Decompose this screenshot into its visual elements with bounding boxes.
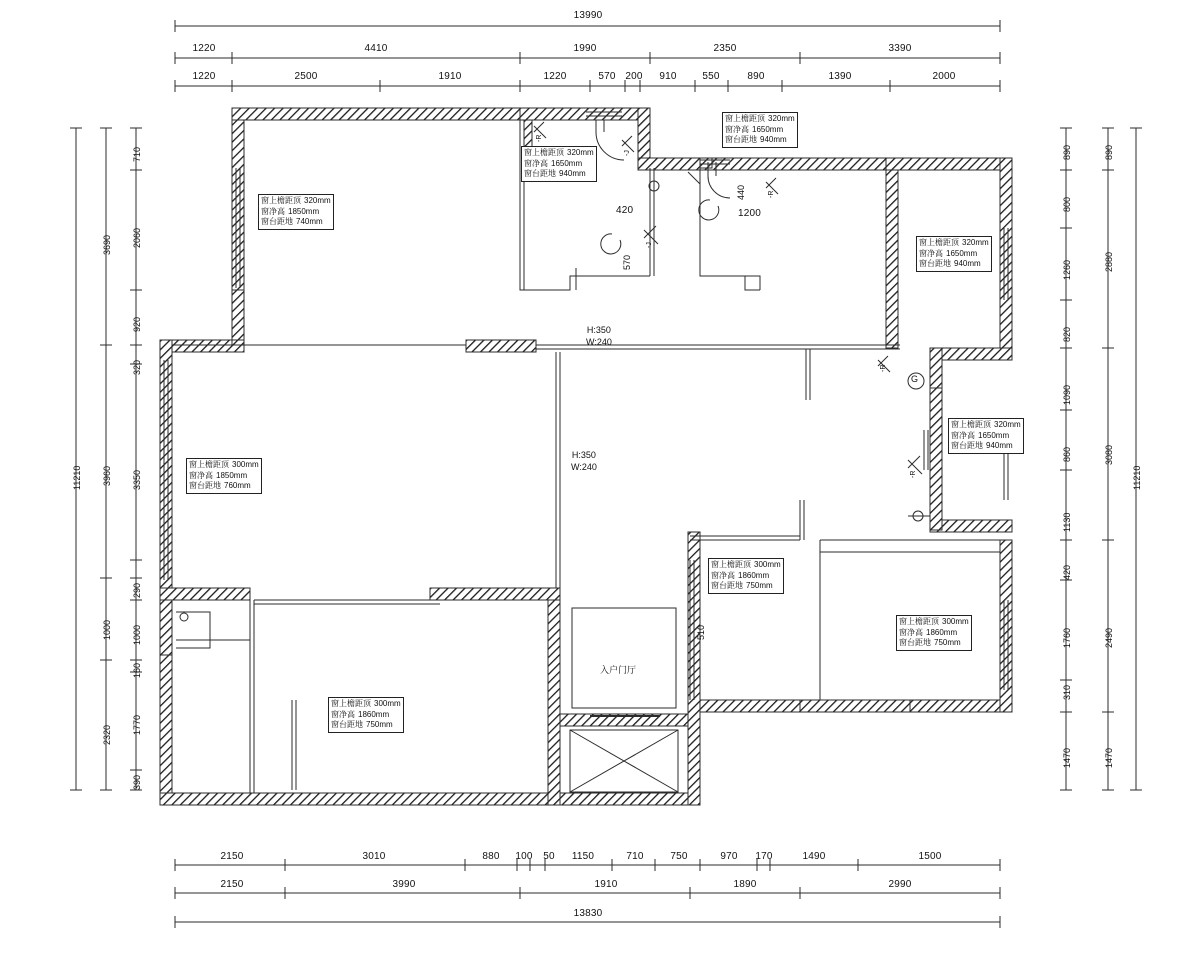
dim-bot-r1-6: 1150 xyxy=(571,851,595,862)
note-value: 940mm xyxy=(954,259,981,269)
inline-dim-440: 440 xyxy=(736,184,746,200)
note-key: 窗净高 xyxy=(899,627,923,637)
note-value: 1860mm xyxy=(738,570,770,580)
dim-right-c2-5: 1470 xyxy=(1104,747,1114,768)
beam-height-label: H:350 xyxy=(586,325,611,335)
note-value: 320mm xyxy=(567,148,594,157)
inline-dim-510: 510 xyxy=(696,624,706,640)
dim-bot-r2-3: 1910 xyxy=(594,879,618,890)
note-key: 窗净高 xyxy=(261,206,285,216)
dim-right-c1-5: 1090 xyxy=(1062,384,1072,405)
dim-right-c2-1: 890 xyxy=(1104,144,1114,160)
dim-bot-r1-12: 1500 xyxy=(918,851,942,862)
dim-left-overall: 11210 xyxy=(72,465,82,490)
dim-bot-r2-2: 3990 xyxy=(392,879,416,890)
marker-label-r: -R xyxy=(880,364,887,372)
marker-label-r3: -R xyxy=(768,190,775,198)
dim-right-c1-6: 860 xyxy=(1062,446,1072,462)
note-key: 窗上檐距顶 xyxy=(951,420,991,429)
note-value: 320mm xyxy=(304,196,331,205)
beam-width-label: W:240 xyxy=(586,336,612,347)
note-value: 1860mm xyxy=(358,709,390,719)
dim-top-r3-4: 1220 xyxy=(543,71,567,82)
dim-right-c2-4: 2490 xyxy=(1104,627,1114,648)
dim-top-overall: 13990 xyxy=(573,10,603,21)
dim-bot-r1-8: 750 xyxy=(670,851,688,862)
note-key: 窗上檐距顶 xyxy=(725,114,765,123)
dim-bot-r2-4: 1890 xyxy=(733,879,757,890)
note-key: 窗台距地 xyxy=(261,217,293,227)
dim-top-r3-6: 200 xyxy=(625,71,643,82)
note-value: 300mm xyxy=(232,460,259,469)
dim-top-r3-2: 2500 xyxy=(294,71,318,82)
note-key: 窗上檐距顶 xyxy=(899,617,939,626)
note-key: 窗净高 xyxy=(919,248,943,258)
note-value: 750mm xyxy=(934,638,961,648)
inline-dim-1200: 1200 xyxy=(738,208,762,219)
dim-bot-r1-3: 880 xyxy=(482,851,500,862)
note-value: 750mm xyxy=(366,720,393,730)
note-value: 1650mm xyxy=(752,124,784,134)
dim-bot-r1-5: 50 xyxy=(543,851,555,862)
note-value: 940mm xyxy=(559,169,586,179)
dim-bot-r1-4: 100 xyxy=(515,851,533,862)
note-value: 740mm xyxy=(296,217,323,227)
note-key: 窗净高 xyxy=(711,570,735,580)
note-value: 320mm xyxy=(962,238,989,247)
note-key: 窗上檐距顶 xyxy=(919,238,959,247)
dim-top-r3-7: 910 xyxy=(659,71,677,82)
note-key: 窗净高 xyxy=(524,158,548,168)
marker-label-r2: -R xyxy=(536,134,543,142)
dim-right-c1-1: 890 xyxy=(1062,144,1072,160)
dim-top-r2-2: 4410 xyxy=(364,43,388,54)
dim-left-c3-7: 1000 xyxy=(132,624,142,645)
note-key: 窗净高 xyxy=(331,709,355,719)
dim-left-c2-1: 3690 xyxy=(102,234,112,255)
dim-right-c1-8: 420 xyxy=(1062,564,1072,580)
note-key: 窗台距地 xyxy=(189,481,221,491)
dim-bot-r1-7: 710 xyxy=(626,851,644,862)
dim-left-c3-3: 920 xyxy=(132,316,142,332)
dim-top-r2-3: 1990 xyxy=(573,43,597,54)
note-key: 窗净高 xyxy=(189,470,213,480)
dim-top-r2-5: 3390 xyxy=(888,43,912,54)
inline-dim-420: 420 xyxy=(616,205,634,216)
dim-left-c3-4: 320 xyxy=(132,359,142,375)
dim-right-overall: 11210 xyxy=(1132,465,1142,490)
dim-right-c1-7: 1130 xyxy=(1062,512,1072,532)
gas-marker-label: G xyxy=(911,374,919,384)
dim-top-r3-8: 550 xyxy=(702,71,720,82)
note-value: 1850mm xyxy=(288,206,320,216)
dim-bot-r1-10: 170 xyxy=(755,851,773,862)
note-key: 窗台距地 xyxy=(919,259,951,269)
note-key: 窗台距地 xyxy=(524,169,556,179)
room-label-entry: 入户门厅 xyxy=(600,665,637,675)
beam-width-label: W:240 xyxy=(571,461,597,472)
note-key: 窗上檐距顶 xyxy=(524,148,564,157)
note-key: 窗上檐距顶 xyxy=(261,196,301,205)
dim-right-c1-4: 820 xyxy=(1062,326,1072,342)
dim-right-c2-3: 3080 xyxy=(1104,444,1114,465)
dim-right-c1-9: 1760 xyxy=(1062,627,1072,648)
dim-left-c3-6: 290 xyxy=(132,582,142,598)
dim-top-r3-5: 570 xyxy=(598,71,616,82)
dim-top-r3-11: 2000 xyxy=(932,71,956,82)
note-value: 940mm xyxy=(986,441,1013,451)
note-value: 320mm xyxy=(994,420,1021,429)
note-key: 窗上檐距顶 xyxy=(189,460,229,469)
note-value: 1650mm xyxy=(946,248,978,258)
dim-bot-r1-1: 2150 xyxy=(220,851,244,862)
note-value: 750mm xyxy=(746,581,773,591)
dim-left-c3-5: 3350 xyxy=(132,469,142,490)
note-value: 1850mm xyxy=(216,470,248,480)
dim-left-c2-2: 3960 xyxy=(102,465,112,486)
dim-bot-r1-11: 1490 xyxy=(802,851,826,862)
dim-bot-r1-9: 970 xyxy=(720,851,738,862)
dim-top-r2-4: 2350 xyxy=(713,43,737,54)
dim-top-r2-1: 1220 xyxy=(192,43,216,54)
dim-right-c1-2: 800 xyxy=(1062,196,1072,212)
dim-bot-r2-1: 2150 xyxy=(220,879,244,890)
note-key: 窗台距地 xyxy=(951,441,983,451)
dim-left-c3-1: 710 xyxy=(132,146,142,162)
dim-top-r3-9: 890 xyxy=(747,71,765,82)
note-key: 窗净高 xyxy=(951,430,975,440)
dim-left-c2-3: 1000 xyxy=(102,619,112,640)
dim-bot-r1-2: 3010 xyxy=(362,851,386,862)
dim-right-c1-10: 310 xyxy=(1062,684,1072,700)
note-value: 940mm xyxy=(760,135,787,145)
dim-bot-overall: 13830 xyxy=(573,908,603,919)
dim-right-c2-2: 2880 xyxy=(1104,251,1114,272)
dim-top-r3-3: 1910 xyxy=(438,71,462,82)
dim-left-c3-9: 1770 xyxy=(132,714,142,735)
dim-left-c3-2: 2060 xyxy=(132,227,142,248)
dim-bot-r2-5: 2990 xyxy=(888,879,912,890)
note-value: 760mm xyxy=(224,481,251,491)
note-key: 窗台距地 xyxy=(725,135,757,145)
note-key: 窗台距地 xyxy=(711,581,743,591)
note-value: 1650mm xyxy=(978,430,1010,440)
marker-label-j: -J xyxy=(624,150,631,156)
dim-left-c2-4: 2320 xyxy=(102,724,112,745)
note-value: 300mm xyxy=(754,560,781,569)
note-key: 窗上檐距顶 xyxy=(331,699,371,708)
note-value: 1650mm xyxy=(551,158,583,168)
note-key: 窗上檐距顶 xyxy=(711,560,751,569)
dim-left-c3-10: 390 xyxy=(132,774,142,790)
note-key: 窗台距地 xyxy=(899,638,931,648)
note-value: 300mm xyxy=(374,699,401,708)
dim-right-c1-3: 1260 xyxy=(1062,259,1072,280)
note-value: 300mm xyxy=(942,617,969,626)
dim-left-c3-8: 160 xyxy=(132,662,142,678)
beam-height-label: H:350 xyxy=(571,450,596,460)
note-value: 1860mm xyxy=(926,627,958,637)
note-key: 窗台距地 xyxy=(331,720,363,730)
marker-label-j2: -J xyxy=(646,242,653,248)
dim-top-r3-10: 1390 xyxy=(828,71,852,82)
note-value: 320mm xyxy=(768,114,795,123)
marker-label-r4: -R xyxy=(910,470,917,478)
inline-dim-570: 570 xyxy=(622,254,632,270)
dim-right-c1-11: 1470 xyxy=(1062,747,1072,768)
note-key: 窗净高 xyxy=(725,124,749,134)
dim-top-r3-1: 1220 xyxy=(192,71,216,82)
